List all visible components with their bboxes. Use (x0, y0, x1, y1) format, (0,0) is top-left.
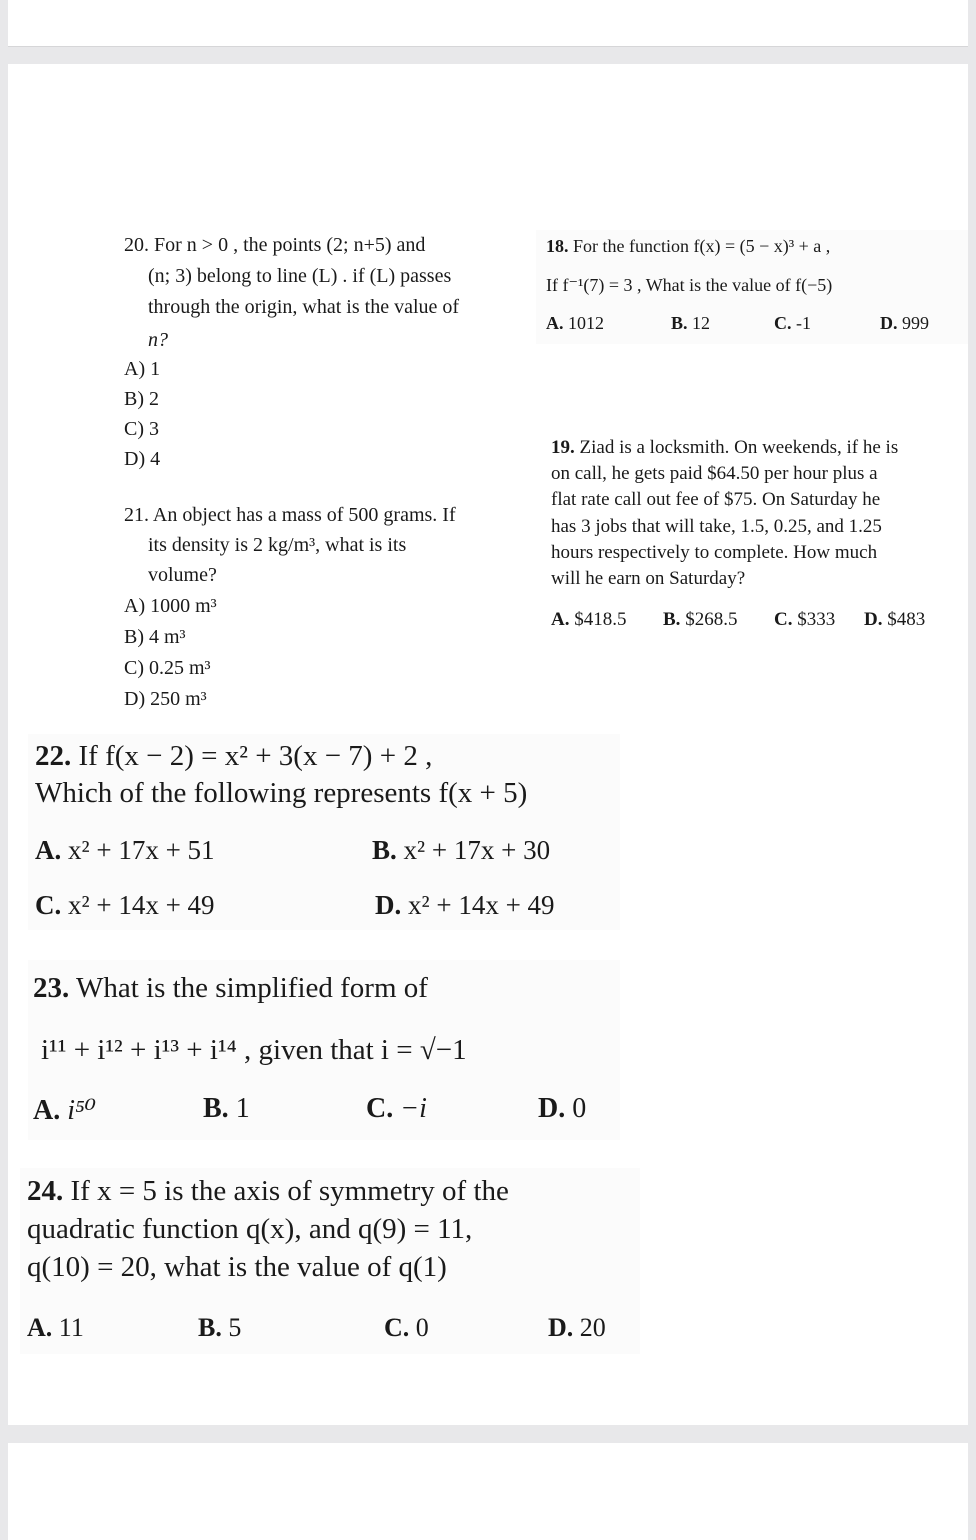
q24-choice-c (384, 1313, 429, 1343)
q18-choice-b (671, 313, 710, 334)
q21-line-2: its density is 2 kg/m³, what is its (148, 534, 407, 556)
q22-line-1-text: If f(x − 2) = x² + 3(x − 7) + 2 , (71, 740, 433, 772)
q23-choice-b-value: 1 (228, 1093, 250, 1124)
q21-choice-d: D) 250 m³ (124, 688, 207, 710)
q20-choice-b: B) 2 (124, 388, 159, 410)
q21-line-1: 21. An object has a mass of 500 grams. If (124, 504, 456, 526)
q23-choice-a-label: A. (33, 1095, 61, 1126)
q22-choice-c-label: C. (35, 890, 62, 920)
q22-choice-b-value: x² + 17x + 30 (396, 835, 551, 865)
q23-choice-d-label: D. (538, 1093, 566, 1124)
q18-choice-c-label: C. (774, 313, 792, 333)
q18-choice-c-value: -1 (791, 313, 811, 333)
q20-line-2: (n; 3) belong to line (L) . if (L) passes (148, 265, 452, 287)
q23-choice-c-label: C. (366, 1093, 394, 1124)
q19-choice-b-label: B. (663, 609, 681, 630)
q24-choice-a (27, 1313, 84, 1343)
q23-choice-c-value: −i (393, 1093, 427, 1124)
q22-choice-a-label: A. (35, 835, 62, 865)
q18-line-2: If f⁻¹(7) = 3 , What is the value of f(−5) (546, 275, 833, 295)
q20-line-1: 20. For n > 0 , the points (2; n+5) and (124, 234, 426, 256)
q23-choice-d-value: 0 (565, 1093, 587, 1124)
q24-choice-a-label: A. (27, 1313, 53, 1342)
q22-choice-a-value: x² + 17x + 51 (61, 835, 215, 865)
q21-choice-a: A) 1000 m³ (124, 595, 217, 617)
q19-choice-c (774, 607, 835, 633)
q23-choice-a (33, 1093, 96, 1127)
q22-choice-a (35, 835, 215, 866)
q22-choice-b (372, 835, 550, 866)
q23-line-1 (33, 972, 428, 1005)
q21-choice-c: C) 0.25 m³ (124, 657, 211, 679)
q19-line-6: will he earn on Saturday? (551, 568, 746, 589)
q19-choice-d-label: D. (864, 609, 883, 630)
q19-line-5: hours respectively to complete. How much (551, 542, 878, 563)
q22-choice-d-label: D. (375, 890, 402, 920)
q24-choice-c-value: 0 (409, 1313, 429, 1342)
q22-choice-d (375, 890, 555, 921)
q23-line-2: i¹¹ + i¹² + i¹³ + i¹⁴ , given that i = √−1 (41, 1034, 467, 1066)
q19-line-4: has 3 jobs that will take, 1.5, 0.25, and 1.25 (551, 516, 882, 537)
q22-choice-b-label: B. (372, 835, 397, 865)
q18-line-1-text: For the function f(x) = (5 − x)³ + a , (568, 236, 831, 256)
top-page-card (8, 0, 968, 47)
q24-number: 24. (27, 1175, 64, 1207)
q24-choice-d-label: D. (548, 1313, 574, 1342)
q19-choice-b-value: $268.5 (680, 609, 738, 630)
q22-line-1 (35, 740, 432, 773)
q23-choice-d (538, 1093, 586, 1125)
q18-choice-a-label: A. (546, 313, 564, 333)
q18-choice-d (880, 313, 929, 334)
q19-line-1 (551, 435, 898, 461)
q23-number: 23. (33, 972, 70, 1004)
bottom-page-card (8, 1443, 968, 1540)
q20-choice-d: D) 4 (124, 448, 161, 470)
q24-choice-c-label: C. (384, 1313, 410, 1342)
q19-line-2: on call, he gets paid $64.50 per hour plus a (551, 463, 878, 484)
q22-number: 22. (35, 740, 72, 772)
q21-choice-b: B) 4 m³ (124, 626, 186, 648)
q18-choice-c (774, 313, 811, 334)
q21-line-3: volume? (148, 564, 217, 586)
q19-choice-c-value: $333 (792, 609, 836, 630)
q19-choice-a-label: A. (551, 609, 570, 630)
q23-choice-a-value: i⁵⁰ (60, 1095, 96, 1126)
q19-choice-d (864, 607, 925, 633)
q19-line-3: flat rate call out fee of $75. On Saturday he (551, 489, 881, 510)
q20-choice-a: A) 1 (124, 358, 161, 380)
q19-choice-a-value: $418.5 (569, 609, 627, 630)
q23-choice-c (366, 1093, 427, 1125)
q19-choice-d-value: $483 (882, 609, 926, 630)
q24-choice-b (198, 1313, 241, 1343)
q23-line-1-text: What is the simplified form of (69, 972, 428, 1004)
q20-choice-c: C) 3 (124, 418, 159, 440)
q24-line-3: q(10) = 20, what is the value of q(1) (27, 1251, 447, 1283)
q18-choice-d-value: 999 (897, 313, 929, 333)
q24-line-1-text: If x = 5 is the axis of symmetry of the (63, 1175, 509, 1207)
q22-choice-c (35, 890, 215, 921)
q18-choice-a-value: 1012 (563, 313, 604, 333)
q24-choice-b-label: B. (198, 1313, 222, 1342)
q18-choice-a (546, 313, 604, 334)
q19-line-1-text: Ziad is a locksmith. On weekends, if he is (574, 437, 899, 458)
q22-choice-c-value: x² + 14x + 49 (61, 890, 215, 920)
q24-line-2: quadratic function q(x), and q(9) = 11, (27, 1213, 473, 1245)
q20-line-4: n? (148, 329, 168, 351)
q18-line-1 (546, 236, 830, 257)
q19-choice-c-label: C. (774, 609, 793, 630)
q24-line-1 (27, 1175, 509, 1208)
q23-choice-b-label: B. (203, 1093, 229, 1124)
q18-choice-b-label: B. (671, 313, 688, 333)
q24-choice-a-value: 11 (52, 1313, 84, 1342)
q24-choice-d (548, 1313, 606, 1343)
q22-line-2: Which of the following represents f(x + 5) (35, 777, 528, 809)
q24-choice-d-value: 20 (573, 1313, 606, 1342)
q18-number: 18. (546, 236, 569, 256)
q19-choice-a (551, 607, 626, 633)
q23-choice-b (203, 1093, 250, 1125)
q22-choice-d-value: x² + 14x + 49 (401, 890, 555, 920)
q19-number: 19. (551, 437, 575, 458)
q24-choice-b-value: 5 (221, 1313, 242, 1342)
q18-choice-b-value: 12 (687, 313, 711, 333)
q19-choice-b (663, 607, 737, 633)
worksheet-page (8, 64, 968, 1425)
q20-line-3: through the origin, what is the value of (148, 296, 460, 318)
q18-choice-d-label: D. (880, 313, 898, 333)
